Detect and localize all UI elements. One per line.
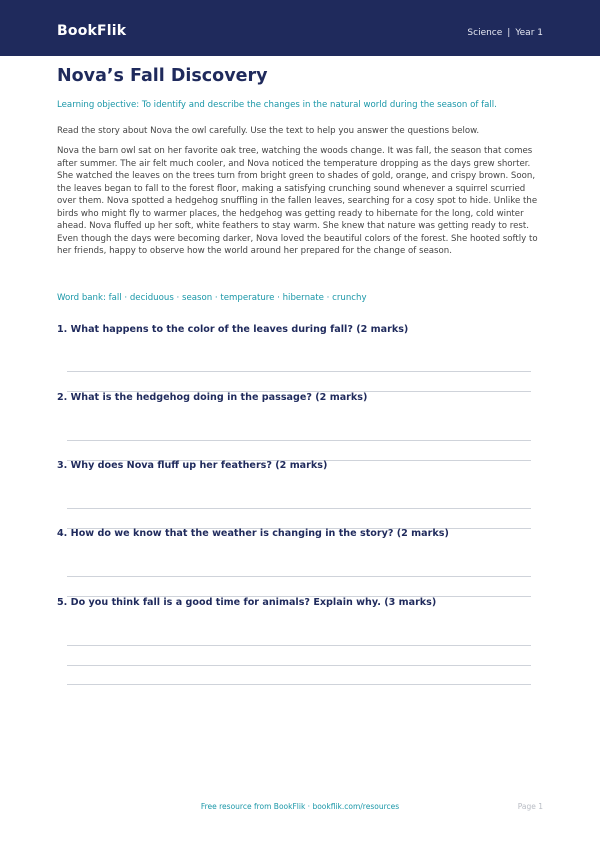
brand-logo[interactable]: BookFlik xyxy=(57,23,127,39)
instructions: Read the story about Nova the owl carefully. Use the text to help you answer the questions below. xyxy=(57,126,480,136)
question-4: 4. How do we know that the weather is changing in the story? (2 marks) xyxy=(57,528,449,539)
question-5: 5. Do you think fall is a good time for animals? Explain why. (3 marks) xyxy=(57,597,437,608)
page-number: Page 1 xyxy=(517,802,543,811)
footer-credit[interactable]: Free resource from BookFlik · bookflik.com/resources xyxy=(200,802,400,811)
subject-label: Science xyxy=(467,28,503,38)
story-passage: Nova the barn owl sat on her favorite oak tree, watching the woods change. It was fall, the season that comes after summer. The air felt much cooler, and Nova noticed the temperature dropping as the days grew shorter. She watched the leaves on the trees turn from bright green to shades of gold, orange, and crispy brown. Soon, the leaves began to fall to the forest floor, making a satisfying crunching sound whenever a squirrel scurried over them. Nova spotted a hedgehog snuffling in the fallen leaves, searching for a cosy spot to hide. Unlike the birds who might fly to warmer places, the hedgehog was getting ready to hibernate for the long, cold winter ahead. Nova fluffed up her soft, white feathers to stay warm. She knew that nature was getting ready to rest. Even though the days were becoming darker, Nova loved the beautiful colors of the forest. She hooted softly to her friends, happy to observe how the world around her prepared for the change of season. xyxy=(57,146,538,256)
answer-line[interactable] xyxy=(67,684,531,685)
separator: | xyxy=(507,28,511,38)
header-bar xyxy=(0,0,600,56)
learning-objective: Learning objective: To identify and describe the changes in the natural world during the season of fall. xyxy=(57,100,497,110)
page-title: Nova’s Fall Discovery xyxy=(57,66,268,86)
word-bank: Word bank: fall · deciduous · season · temperature · hibernate · crunchy xyxy=(57,293,367,303)
answer-line[interactable] xyxy=(67,576,531,577)
answer-line[interactable] xyxy=(67,440,531,441)
answer-line[interactable] xyxy=(67,371,531,372)
subject-year-label xyxy=(467,28,543,38)
year-label: Year 1 xyxy=(515,28,543,38)
answer-line[interactable] xyxy=(67,665,531,666)
question-2: 2. What is the hedgehog doing in the passage? (2 marks) xyxy=(57,392,368,403)
question-1: 1. What happens to the color of the leaves during fall? (2 marks) xyxy=(57,324,409,335)
answer-line[interactable] xyxy=(67,508,531,509)
question-3: 3. Why does Nova fluff up her feathers? (2 marks) xyxy=(57,460,328,471)
answer-line[interactable] xyxy=(67,645,531,646)
